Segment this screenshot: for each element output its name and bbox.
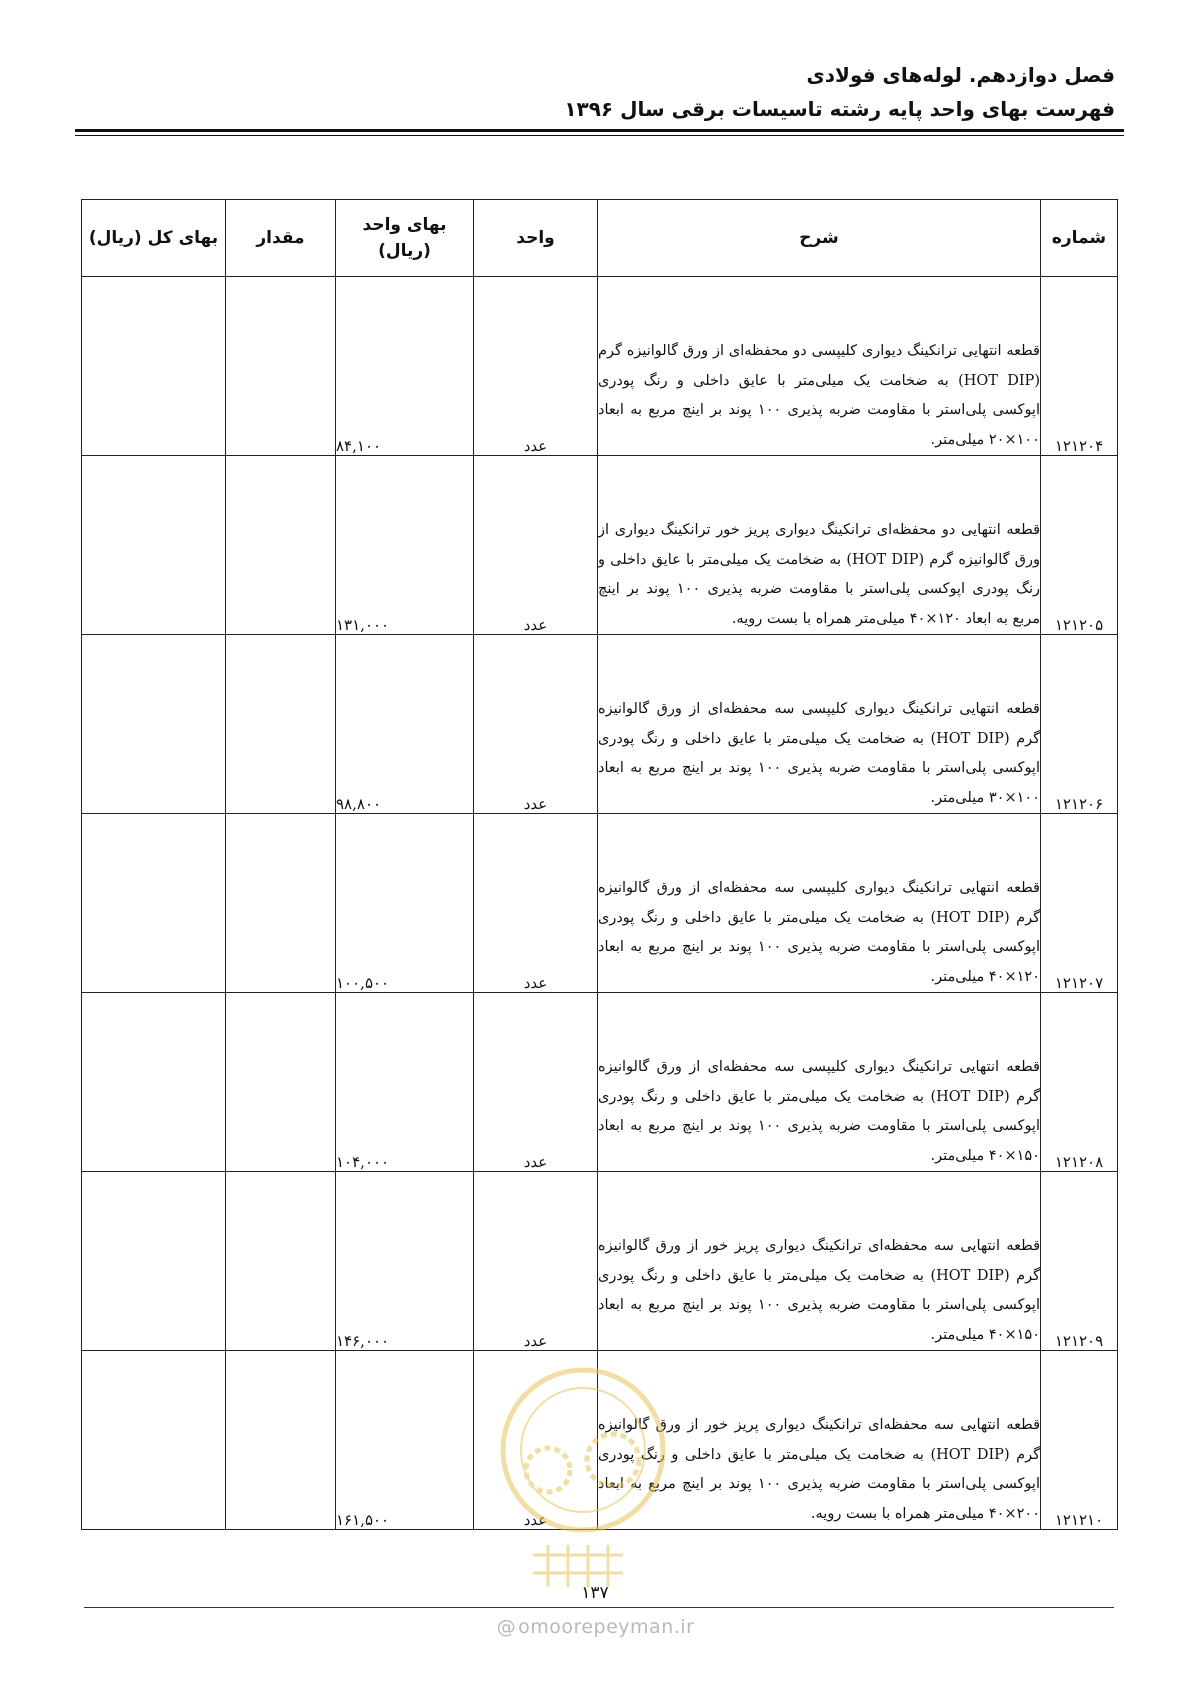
row-total	[82, 1351, 226, 1530]
row-unit: عدد	[474, 1351, 598, 1530]
row-number: ۱۲۱۲۰۴	[1041, 277, 1118, 456]
row-unit: عدد	[474, 277, 598, 456]
footer-rule	[84, 1607, 1114, 1608]
watermark-text: omoorepeyman.ir	[518, 1616, 695, 1638]
row-number: ۱۲۱۲۰۷	[1041, 814, 1118, 993]
header-unit-price	[336, 200, 474, 277]
row-total	[82, 1172, 226, 1351]
row-total	[82, 277, 226, 456]
row-description: قطعه انتهایی ترانکینگ دیواری کلیپسی سه محفظه‌ای از ورق گالوانیزه گرم (HOT DIP) به ضخامت یک میلی‌متر با عایق داخلی و رنگ پودری اپوکسی پلی‌استر با مقاومت ضربه پذیری ۱۰۰ پوند بر اینچ مربع به ابعاد ۱۰۰×۳۰ میلی‌متر.	[598, 635, 1041, 814]
row-number: ۱۲۱۲۱۰	[1041, 1351, 1118, 1530]
price-list-title: فهرست بهای واحد پایه رشته تاسیسات برقی سال ۱۳۹۶	[564, 97, 1115, 121]
row-description: قطعه انتهایی سه محفظه‌ای ترانکینگ دیواری پریز خور از ورق گالوانیزه گرم (HOT DIP) به ضخامت یک میلی‌متر با عایق داخلی و رنگ پودری اپوکسی پلی‌استر با مقاومت ضربه پذیری ۱۰۰ پوند بر اینچ مربع به ابعاد ۱۵۰×۴۰ میلی‌متر.	[598, 1172, 1041, 1351]
row-number: ۱۲۱۲۰۹	[1041, 1172, 1118, 1351]
table-row	[82, 1172, 1118, 1351]
row-number: ۱۲۱۲۰۶	[1041, 635, 1118, 814]
header-number: شماره	[1041, 200, 1118, 277]
row-unit: عدد	[474, 456, 598, 635]
table-row	[82, 1351, 1118, 1530]
row-description: قطعه انتهایی سه محفظه‌ای ترانکینگ دیواری پریز خور از ورق گالوانیزه گرم (HOT DIP) به ضخامت یک میلی‌متر با عایق داخلی و رنگ پودری اپوکسی پلی‌استر با مقاومت ضربه پذیری ۱۰۰ پوند بر اینچ مربع به ابعاد ۲۰۰×۴۰ میلی‌متر همراه با بست رویه.	[598, 1351, 1041, 1530]
table-row	[82, 277, 1118, 456]
table-row	[82, 635, 1118, 814]
row-quantity	[226, 993, 336, 1172]
row-unit-price: ۸۴,۱۰۰	[336, 277, 474, 456]
row-total	[82, 814, 226, 993]
row-quantity	[226, 635, 336, 814]
table-header-row	[82, 200, 1118, 277]
row-number: ۱۲۱۲۰۵	[1041, 456, 1118, 635]
at-sign-icon: @	[496, 1616, 517, 1638]
row-total	[82, 635, 226, 814]
table-row	[82, 814, 1118, 993]
row-description: قطعه انتهایی دو محفظه‌ای ترانکینگ دیواری پریز خور ترانکینگ دیواری از ورق گالوانیزه گرم (HOT DIP) به ضخامت یک میلی‌متر با عایق داخلی و رنگ پودری اپوکسی پلی‌استر با مقاومت ضربه پذیری ۱۰۰ پوند بر اینچ مربع به ابعاد ۱۲۰×۴۰ میلی‌متر همراه با بست رویه.	[598, 456, 1041, 635]
header-unit-price-line2: (ریال)	[378, 241, 431, 261]
row-description: قطعه انتهایی ترانکینگ دیواری کلیپسی دو محفظه‌ای از ورق گالوانیزه گرم (HOT DIP) به ضخامت یک میلی‌متر با عایق داخلی و رنگ پودری اپوکسی پلی‌استر با مقاومت ضربه پذیری ۱۰۰ پوند بر اینچ مربع به ابعاد ۱۰۰×۲۰ میلی‌متر.	[598, 277, 1041, 456]
row-description: قطعه انتهایی ترانکینگ دیواری کلیپسی سه محفظه‌ای از ورق گالوانیزه گرم (HOT DIP) به ضخامت یک میلی‌متر با عایق داخلی و رنگ پودری اپوکسی پلی‌استر با مقاومت ضربه پذیری ۱۰۰ پوند بر اینچ مربع به ابعاد ۱۲۰×۴۰ میلی‌متر.	[598, 814, 1041, 993]
header-unit-price-line1: بهای واحد	[362, 215, 447, 235]
row-unit-price: ۱۴۶,۰۰۰	[336, 1172, 474, 1351]
row-unit-price: ۱۶۱,۵۰۰	[336, 1351, 474, 1530]
row-total	[82, 993, 226, 1172]
row-unit-price: ۱۳۱,۰۰۰	[336, 456, 474, 635]
row-number: ۱۲۱۲۰۸	[1041, 993, 1118, 1172]
header-unit: واحد	[474, 200, 598, 277]
row-unit-price: ۹۸,۸۰۰	[336, 635, 474, 814]
page-header	[75, 58, 1115, 126]
row-unit: عدد	[474, 1172, 598, 1351]
row-total	[82, 456, 226, 635]
page-number: ۱۳۷	[581, 1583, 609, 1603]
header-description: شرح	[598, 200, 1041, 277]
header-rule-thick	[75, 129, 1124, 132]
row-unit-price: ۱۰۴,۰۰۰	[336, 993, 474, 1172]
header-quantity: مقدار	[226, 200, 336, 277]
watermark	[0, 1616, 1191, 1638]
row-unit: عدد	[474, 814, 598, 993]
row-quantity	[226, 456, 336, 635]
row-quantity	[226, 814, 336, 993]
price-table	[81, 199, 1118, 1530]
row-unit-price: ۱۰۰,۵۰۰	[336, 814, 474, 993]
row-quantity	[226, 1351, 336, 1530]
row-unit: عدد	[474, 993, 598, 1172]
row-quantity	[226, 1172, 336, 1351]
header-rule-thin	[75, 135, 1124, 136]
row-quantity	[226, 277, 336, 456]
table-row	[82, 993, 1118, 1172]
table-row	[82, 456, 1118, 635]
row-description: قطعه انتهایی ترانکینگ دیواری کلیپسی سه محفظه‌ای از ورق گالوانیزه گرم (HOT DIP) به ضخامت یک میلی‌متر با عایق داخلی و رنگ پودری اپوکسی پلی‌استر با مقاومت ضربه پذیری ۱۰۰ پوند بر اینچ مربع به ابعاد ۱۵۰×۴۰ میلی‌متر.	[598, 993, 1041, 1172]
header-total-price: بهای کل (ریال)	[82, 200, 226, 277]
row-unit: عدد	[474, 635, 598, 814]
chapter-title: فصل دوازدهم. لوله‌های فولادی	[806, 63, 1115, 87]
